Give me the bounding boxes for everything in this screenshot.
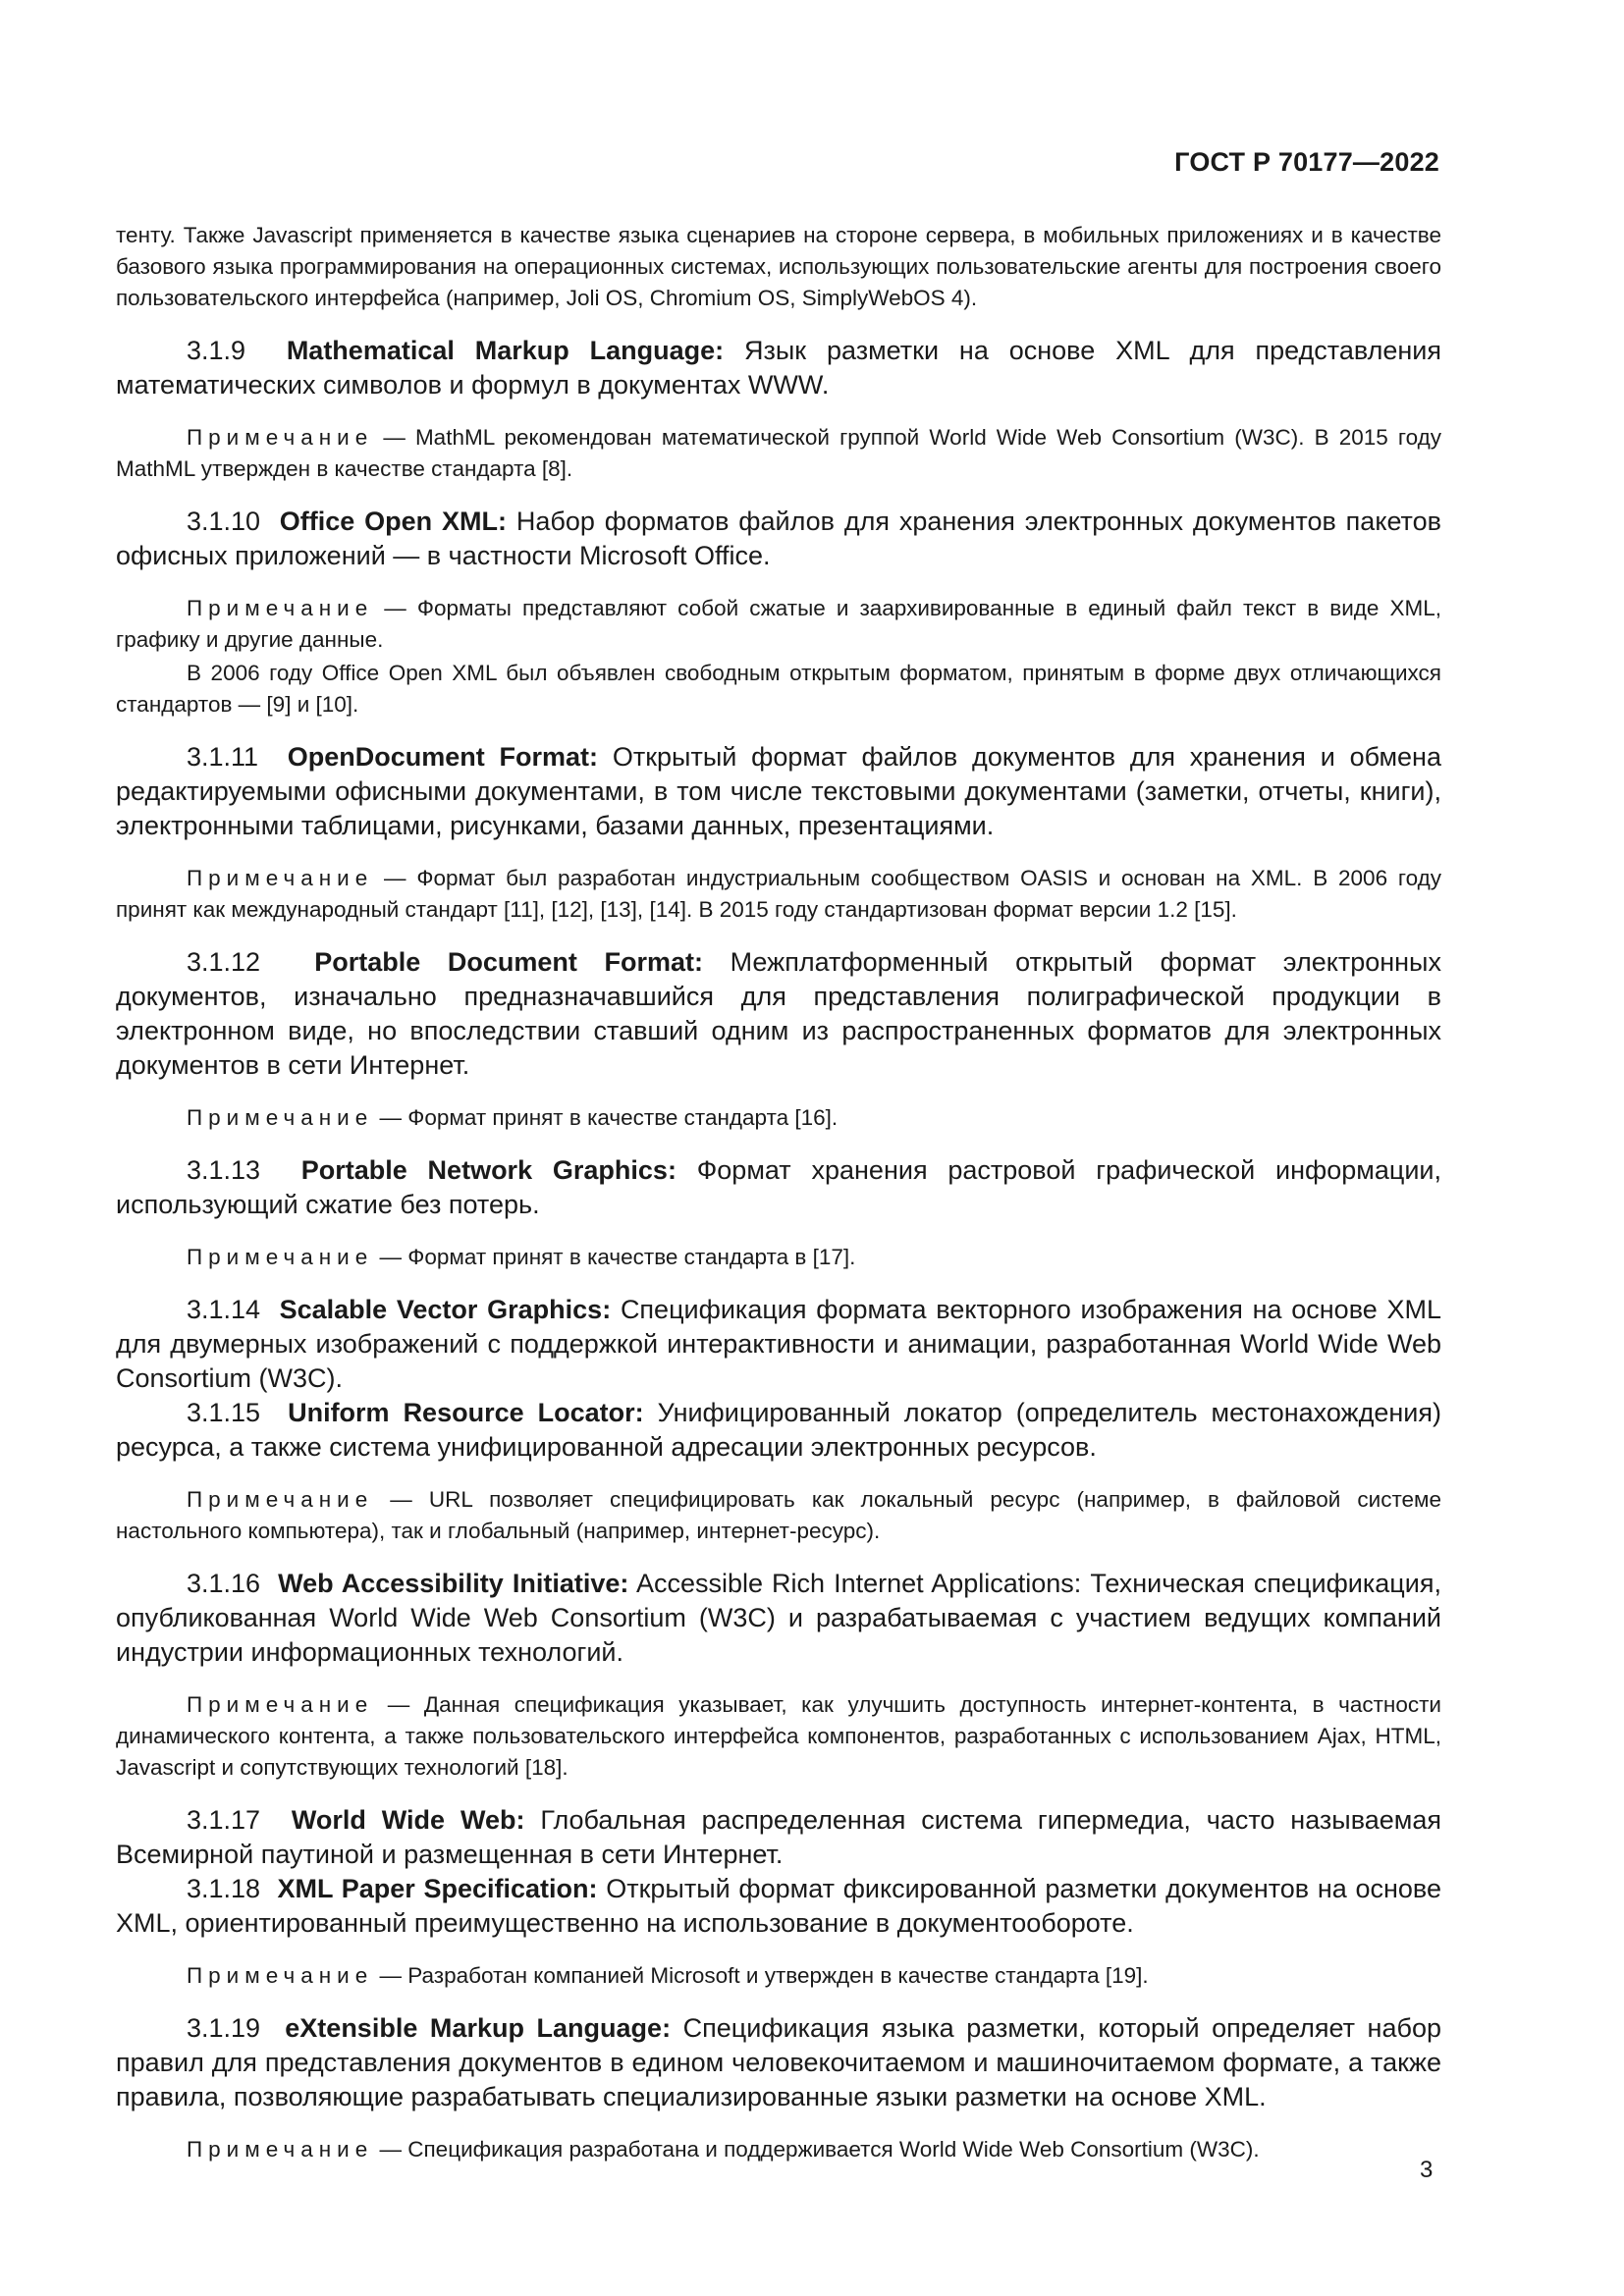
note-text: В 2006 году Office Open XML был объявлен свободным открытым форматом, принятым в форме двух отличающихся стандартов — [9] и [10]. — [116, 661, 1441, 717]
note-text: Формат принят в качестве стандарта в [17]. — [407, 1245, 856, 1269]
term-entry — [116, 505, 1441, 573]
term-number: 3.1.10 — [187, 507, 261, 536]
term-name: Web Accessibility Initiative: — [278, 1569, 629, 1598]
term-number: 3.1.18 — [187, 1874, 261, 1903]
term-definition: Формат хранения растровой графической информации, использующий сжатие без потерь. — [116, 1155, 1441, 1219]
term-name: Uniform Resource Locator: — [288, 1398, 644, 1427]
note: Примечание — Спецификация разработана и поддерживается World Wide Web Consortium (W3C). — [187, 2137, 1260, 2162]
term-entry — [116, 334, 1441, 402]
term-entry — [116, 1396, 1441, 1465]
note-label: Примечание — [187, 1105, 374, 1130]
document-body — [116, 220, 1441, 2165]
term-entry — [116, 1153, 1441, 1222]
term-entry — [116, 2011, 1441, 2114]
term-number: 3.1.19 — [187, 2013, 261, 2043]
note-label: Примечание — [187, 2137, 374, 2162]
note: Примечание — MathML рекомендован математической группой World Wide Web Consortium (W3C). В 2015 году MathML утвержден в качестве стандарта [8]. — [116, 425, 1441, 481]
note-text: Разработан компанией Microsoft и утвержден в качестве стандарта [19]. — [407, 1963, 1149, 1988]
term-number: 3.1.17 — [187, 1805, 261, 1835]
term-definition: Accessible Rich Internet Applications: Техническая спецификация, опубликованная World Wide Web Consortium (W3C) и разрабатываемая с участием ведущих компаний индустрии информационных технологий. — [116, 1569, 1441, 1667]
term-entry — [116, 1567, 1441, 1670]
note-text: MathML рекомендован математической группой World Wide Web Consortium (W3C). В 2015 году MathML утвержден в качестве стандарта [8]. — [116, 425, 1441, 481]
page-number: 3 — [1420, 2157, 1434, 2183]
note: Примечание — Формат принят в качестве стандарта [16]. — [187, 1105, 839, 1130]
note-label: Примечание — [187, 1963, 374, 1988]
term-name: Portable Document Format: — [314, 947, 704, 977]
term-entry — [116, 945, 1441, 1083]
term-number: 3.1.15 — [187, 1398, 261, 1427]
note: Примечание — Формат был разработан индустриальным сообществом OASIS и основан на XML. В 2006 году принят как международный стандарт [11], [12], [13], [14]. В 2015 году стандартизован формат версии 1.2 [15]. — [116, 866, 1441, 922]
note-continuation — [116, 658, 1441, 721]
note-text: Спецификация разработана и поддерживается World Wide Web Consortium (W3C). — [407, 2137, 1260, 2162]
term-entry — [116, 1293, 1441, 1396]
term-name: Office Open XML: — [279, 507, 508, 536]
term-number: 3.1.9 — [187, 336, 246, 365]
term-definition: Спецификация формата векторного изображения на основе XML для двумерных изображений с поддержкой интерактивности и анимации, разработанная World Wide Web Consortium (W3C). — [116, 1295, 1441, 1393]
document-header: ГОСТ Р 70177—2022 — [1174, 147, 1439, 177]
note-label: Примечание — [187, 425, 374, 450]
term-entry — [116, 740, 1441, 843]
term-name: eXtensible Markup Language: — [285, 2013, 672, 2043]
term-definition: Глобальная распределенная система гипермедиа, часто называемая Всемирной паутиной и размещенная в сети Интернет. — [116, 1805, 1441, 1869]
term-number: 3.1.13 — [187, 1155, 261, 1185]
note-label: Примечание — [187, 1245, 374, 1269]
note: Примечание — Форматы представляют собой сжатые и заархивированные в единый файл текст в виде XML, графику и другие данные. — [116, 596, 1441, 652]
note-text: URL позволяет специфицировать как локальный ресурс (например, в файловой системе настольного компьютера), так и глобальный (например, интернет-ресурс). — [116, 1487, 1441, 1543]
term-definition: Открытый формат фиксированной разметки документов на основе XML, ориентированный преимущественно на использование в документообороте. — [116, 1874, 1441, 1938]
term-entry — [116, 1872, 1441, 1941]
term-number: 3.1.11 — [187, 742, 259, 772]
term-name: OpenDocument Format: — [287, 742, 599, 772]
note-text: Формат был разработан индустриальным сообществом OASIS и основан на XML. В 2006 году принят как международный стандарт [11], [12], [13], [14]. В 2015 году стандартизован формат версии 1.2 [15]. — [116, 866, 1441, 922]
note-text: Формат принят в качестве стандарта [16]. — [407, 1105, 839, 1130]
term-definition: Унифицированный локатор (определитель местонахождения) ресурса, а также система унифицированной адресации электронных ресурсов. — [116, 1398, 1441, 1462]
term-number: 3.1.12 — [187, 947, 261, 977]
term-definition: Язык разметки на основе XML для представления математических символов и формул в документах WWW. — [116, 336, 1441, 400]
note: Примечание — Разработан компанией Microsoft и утвержден в качестве стандарта [19]. — [187, 1963, 1149, 1988]
term-number: 3.1.16 — [187, 1569, 261, 1598]
note-text: Форматы представляют собой сжатые и заархивированные в единый файл текст в виде XML, графику и другие данные. — [116, 596, 1441, 652]
term-definition: Межплатформенный открытый формат электронных документов, изначально предназначавшийся для представления полиграфической продукции в электронном виде, но впоследствии ставший одним из распространенных форматов для электронных документов в сети Интернет. — [116, 947, 1441, 1080]
note-label: Примечание — [187, 1692, 374, 1717]
term-definition: Набор форматов файлов для хранения электронных документов пакетов офисных приложений — в частности Microsoft Office. — [116, 507, 1441, 570]
note-label: Примечание — [187, 866, 374, 890]
note-label: Примечание — [187, 1487, 374, 1512]
term-name: Mathematical Markup Language: — [286, 336, 725, 365]
term-definition: Открытый формат файлов документов для хранения и обмена редактируемыми офисными документами, в том числе текстовыми документами (заметки, отчеты, книги), электронными таблицами, рисунками, базами данных, презентациями. — [116, 742, 1441, 840]
term-name: World Wide Web: — [291, 1805, 525, 1835]
term-entry — [116, 1803, 1441, 1872]
note-text: Данная спецификация указывает, как улучшить доступность интернет-контента, в частности динамического контента, а также пользовательского интерфейса компонентов, разработанных с использованием Ajax, HTML, Javascript и сопутствующих технологий [18]. — [116, 1692, 1441, 1780]
intro-paragraph: тенту. Также Javascript применяется в качестве языка сценариев на стороне сервера, в мобильных приложениях и в качестве базового языка программирования на операционных системах, использующих пользовательские агенты для построения своего пользовательского интерфейса (например, Joli OS, Chromium OS, SimplyWebOS 4). — [116, 223, 1441, 310]
term-number: 3.1.14 — [187, 1295, 261, 1324]
note: Примечание — URL позволяет специфицировать как локальный ресурс (например, в файловой системе настольного компьютера), так и глобальный (например, интернет-ресурс). — [116, 1487, 1441, 1543]
term-name: Scalable Vector Graphics: — [279, 1295, 612, 1324]
note: Примечание — Данная спецификация указывает, как улучшить доступность интернет-контента, в частности динамического контента, а также пользовательского интерфейса компонентов, разработанных с использованием Ajax, HTML, Javascript и сопутствующих технологий [18]. — [116, 1692, 1441, 1780]
term-name: XML Paper Specification: — [277, 1874, 598, 1903]
note: Примечание — Формат принят в качестве стандарта в [17]. — [187, 1245, 856, 1269]
term-definition: Спецификация языка разметки, который определяет набор правил для представления документов в едином человекочитаемом и машиночитаемом формате, а также правила, позволяющие разрабатывать специализированные языки разметки на основе XML. — [116, 2013, 1441, 2111]
note-label: Примечание — [187, 596, 374, 620]
term-name: Portable Network Graphics: — [300, 1155, 677, 1185]
